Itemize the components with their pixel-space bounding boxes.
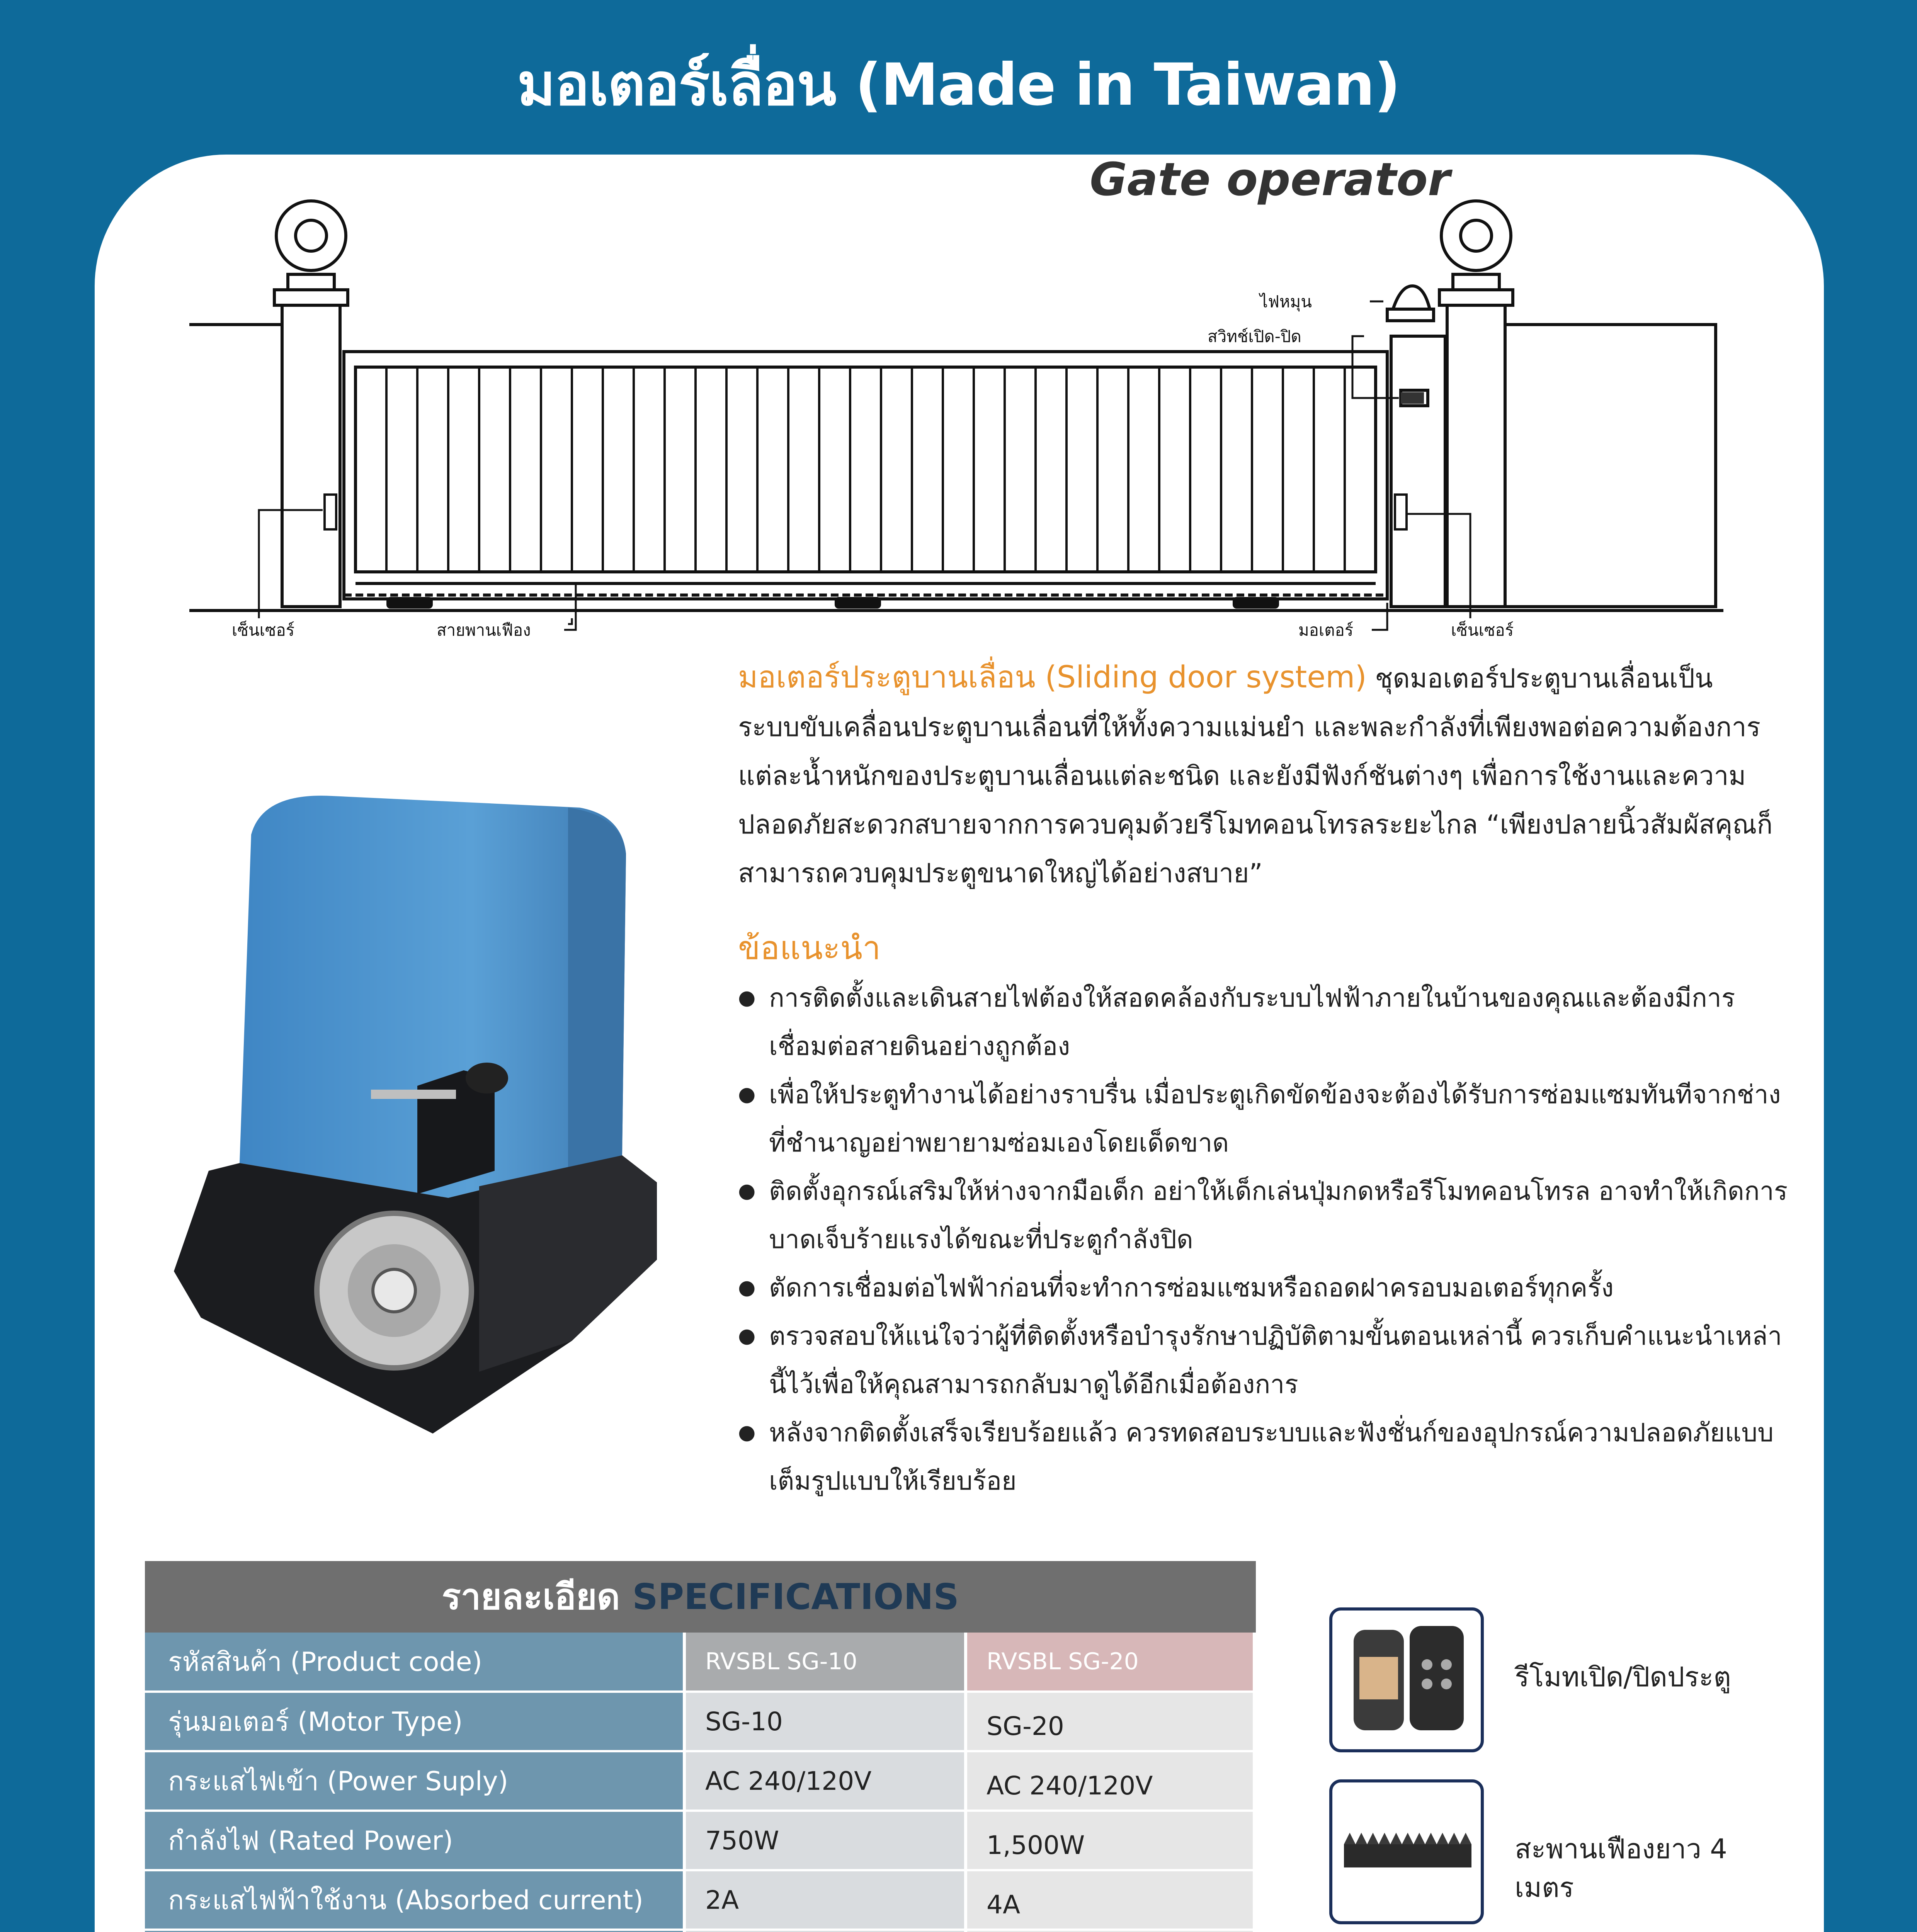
table-row — [145, 1871, 1256, 1931]
table-row — [145, 1693, 1256, 1752]
advice-list — [738, 974, 1789, 1505]
accessory-label: รีโมทเปิด/ปิดประตู — [1515, 1661, 1731, 1693]
spec-value-sg20: AC 240/120V — [967, 1752, 1253, 1810]
advice-item: ● หลังจากติดตั้งเสร็จเรียบร้อยแล้ว ควรทดสอบระบบและฟังชั่นก์ของอุปกรณ์ความปลอดภัยแบบเต็มรูปแบบให้เรียบร้อย — [738, 1408, 1789, 1505]
advice-item: ● ตัดการเชื่อมต่อไฟฟ้าก่อนที่จะทำการซ่อมแซมหรือถอดฝาครอบมอเตอร์ทุกครั้ง — [738, 1264, 1789, 1312]
spec-label: รหัสสินค้า (Product code) — [145, 1633, 686, 1690]
intro-text: ชุดมอเตอร์ประตูบานเลื่อนเป็นระบบขับเคลื่อนประตูบานเลื่อนที่ให้ทั้งความแม่นยำ และพละกำลังที่เพียงพอต่อความต้องการแต่ละน้ำหนักของประตูบานเลื่อนแต่ละชนิด และยังมีฟังก์ชันต่างๆ เพื่อการใช้งานและความปลอดภัยสะดวกสบายจากการควบคุมด้วยรีโมทคอนโทรลระยะไกล “เพียงปลายนิ้วสัมผัสคุณก็สามารถควบคุมประตูขนาดใหญ่ได้อย่างสบาย” — [738, 663, 1773, 889]
intro-paragraph — [738, 653, 1774, 898]
table-row — [145, 1812, 1256, 1871]
label-rack: สายพานเฟือง — [437, 621, 531, 638]
spec-value-sg10: RVSBL SG-10 — [686, 1633, 967, 1690]
intro-highlight: มอเตอร์ประตูบานเลื่อน (Sliding door system) — [738, 660, 1367, 695]
advice-title: ข้อแนะนำ — [738, 929, 881, 967]
advice-item: ● เพื่อให้ประตูทำงานได้อย่างราบรื่น เมื่อประตูเกิดขัดข้องจะต้องได้รับการซ่อมแซมทันทีจากช่างที่ชำนาญอย่าพยายามซ่อมเองโดยเด็ดขาด — [738, 1070, 1789, 1167]
spec-value-sg20: RVSBL SG-20 — [967, 1633, 1253, 1690]
label-light: ไฟหมุน — [1260, 292, 1312, 311]
advice-item: ● ตรวจสอบให้แน่ใจว่าผู้ที่ติดตั้งหรือบำรุงรักษาปฏิบัติตามขั้นตอนเหล่านี้ ควรเก็บคำแนะนำเหล่านี้ไว้เพื่อให้คุณสามารถกลับมาดูได้อีกเมื่อต้องการ — [738, 1312, 1789, 1408]
spec-table-header — [145, 1561, 1256, 1633]
spec-label: กำลังไฟ (Rated Power) — [145, 1812, 686, 1869]
spec-value-sg10: 2A — [686, 1871, 967, 1929]
remote-icon — [1329, 1607, 1484, 1752]
advice-item: ● ติดตั้งอุกรณ์เสริมให้ห่างจากมือเด็ก อย่าให้เด็กเล่นปุ่มกดหรือรีโมทคอนโทรล อาจทำให้เกิดการบาดเจ็บร้ายแรงได้ขณะที่ประตูกำลังปิด — [738, 1167, 1789, 1264]
table-row — [145, 1633, 1256, 1693]
spec-value-sg20: 4A — [967, 1871, 1253, 1929]
gate-diagram — [178, 193, 1762, 638]
label-sensor-right: เซ็นเซอร์ — [1451, 621, 1514, 638]
accessory-label: สะพานเฟืองยาว 4 เมตร — [1515, 1833, 1727, 1903]
spec-label: กระแสไฟฟ้าใช้งาน (Absorbed current) — [145, 1871, 686, 1929]
spec-title-th: รายละเอียด — [442, 1576, 620, 1617]
motor-image — [147, 784, 688, 1449]
spec-value-sg10: SG-10 — [686, 1693, 967, 1750]
spec-value-sg20: SG-20 — [967, 1693, 1253, 1750]
spec-label: กระแสไฟเข้า (Power Suply) — [145, 1752, 686, 1810]
label-motor: มอเตอร์ — [1298, 621, 1354, 638]
label-sensor-left: เซ็นเซอร์ — [232, 621, 295, 638]
advice-item: ● การติดตั้งและเดินสายไฟต้องให้สอดคล้องกับระบบไฟฟ้าภายในบ้านของคุณและต้องมีการเชื่อมต่อสายดินอย่างถูกต้อง — [738, 974, 1789, 1070]
spec-value-sg10: 750W — [686, 1812, 967, 1869]
label-switch: สวิทช์เปิด-ปิด — [1208, 327, 1301, 346]
spec-value-sg10: AC 240/120V — [686, 1752, 967, 1810]
page-title: มอเตอร์เลื่อน (Made in Taiwan) — [517, 51, 1400, 119]
spec-table — [145, 1561, 1256, 1932]
spec-title-en: SPECIFICATIONS — [632, 1576, 959, 1617]
table-row — [145, 1752, 1256, 1812]
gear-rack-icon — [1329, 1779, 1484, 1924]
diagram-caption: Gate operator — [1090, 153, 1451, 206]
spec-label: รุ่นมอเตอร์ (Motor Type) — [145, 1693, 686, 1750]
spec-value-sg20: 1,500W — [967, 1812, 1253, 1869]
